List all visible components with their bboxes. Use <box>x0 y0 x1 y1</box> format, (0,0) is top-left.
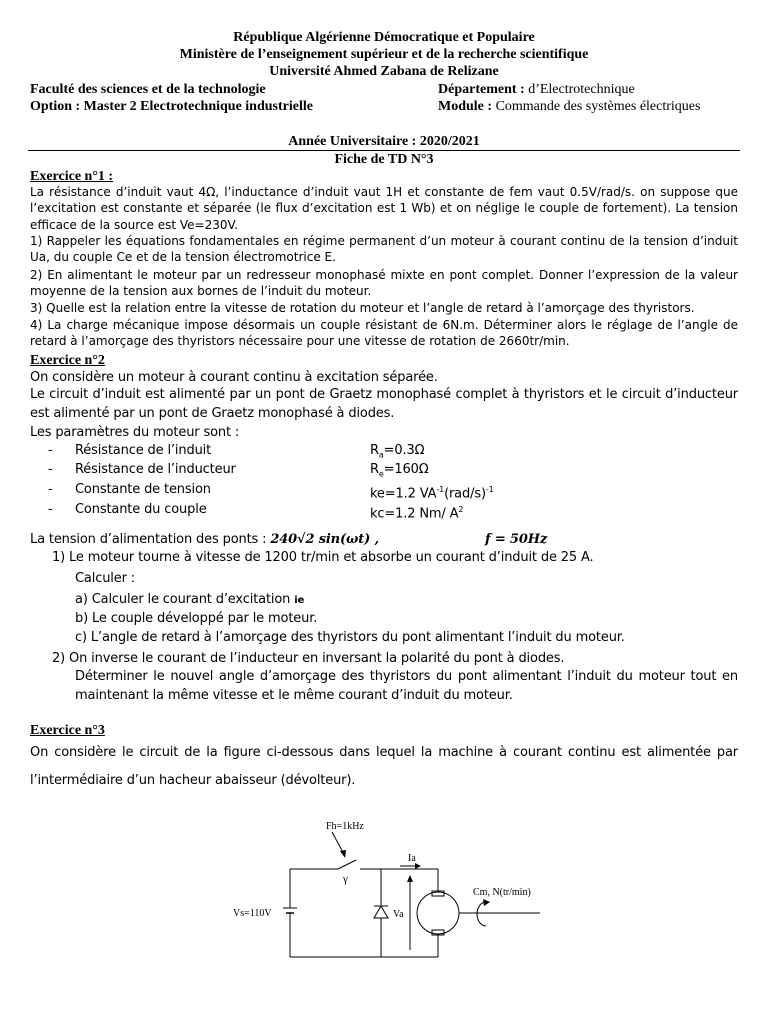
switch-blade <box>338 860 356 869</box>
exercise-1-question-1: 1) Rappeler les équations fondamentales en régime permanent d’un moteur à courant continu de la tension d’induit Ua, du couple Ce et de la tension électromotrice E. <box>30 234 738 265</box>
exercise-2-para-1: On considère un moteur à courant continu à excitation séparée. <box>30 370 438 385</box>
header-faculty: Faculté des sciences et de la technologie <box>30 82 266 97</box>
frequency-formula: f = 50Hz <box>485 532 548 547</box>
exercise-2-question-c: c) L’angle de retard à l’amorçage des thyristors du pont alimentant l’induit du moteur. <box>75 630 625 645</box>
supply-formula: 240√2 sin(ωt) , <box>270 532 379 547</box>
exercise-1-question-4: 4) La charge mécanique impose désormais un couple résistant de 6N.m. Déterminer alors le réglage de l’angle de retard à l’amorçage des thyristors nécessaire pour une vitesse de rotation de 2660tr/min. <box>30 318 738 349</box>
param-label-armature-resistance: Résistance de l’induit <box>75 443 212 458</box>
param-value-field-resistance: $R_e=160\Omega$ <box>370 462 429 479</box>
param-dash: - <box>48 502 53 517</box>
param-value-voltage-constant: ke=1.2 $VA^{-1}(rad/s)^{-1}$ <box>370 485 494 502</box>
param-value-armature-resistance: $R_a=0.3\Omega$ <box>370 443 425 460</box>
exercise-2-question-2: 2) On inverse le courant de l’inducteur en inversant la polarité du pont à diodes. <box>52 651 565 666</box>
voltage-arrowhead <box>407 875 413 882</box>
param-dash: - <box>48 443 53 458</box>
exercise-1-question-3: 3) Quelle est la relation entre la vitesse de rotation du moteur et l’angle de retard à l’amorçage des thyristors. <box>30 301 695 315</box>
header-department: Département : d’Electrotechnique <box>438 82 635 97</box>
header-ministry: Ministère de l’enseignement supérieur et de la recherche scientifique <box>179 47 589 62</box>
exercise-2-para-2: Le circuit d’induit est alimenté par un pont de Graetz monophasé complet à thyristors et le circuit d’inducteur est alimenté par un pont de Graetz monophasé à diodes. <box>30 387 738 421</box>
exercise-2-question-a: a) Calculer le courant d’excitation ie <box>75 592 305 607</box>
cm-label: Cm, N(tr/min) <box>473 887 531 898</box>
exercise-1-intro: La résistance d’induit vaut 4Ω, l’inductance d’induit vaut 1H et constante de fem vaut 0.5V/rad/s. on suppose que l’excitation est constante et séparée (le flux d’excitation est 1 Wb) et on néglige le couple de fortement). La tension efficace de la source est Ve=230V. <box>30 185 738 232</box>
exercise-2-question-b: b) Le couple développé par le moteur. <box>75 611 318 626</box>
exercise-2-calculate: Calculer : <box>75 571 136 586</box>
diode-icon <box>374 906 388 918</box>
header-university: Université Ahmed Zabana de Relizane <box>269 64 499 79</box>
vs-label: Vs=110V <box>233 908 272 919</box>
param-value-torque-constant: kc=1.2 Nm/ $A^2$ <box>370 505 464 522</box>
param-dash: - <box>48 482 53 497</box>
fh-label: Fh=1kHz <box>326 821 364 832</box>
rotation-arrowhead <box>483 899 490 906</box>
param-label-field-resistance: Résistance de l’inducteur <box>75 462 236 477</box>
exercise-2-question-2-detail: Déterminer le nouvel angle d’amorçage des thyristors du pont alimentant l’induit du moteur tout en maintenant la même vitesse et le même courant d’induit du moteur. <box>75 669 738 703</box>
rotation-arrow <box>477 902 486 926</box>
param-dash: - <box>48 462 53 477</box>
header-republic: République Algérienne Démocratique et Populaire <box>233 30 535 45</box>
exercise-2-title: Exercice n°2 <box>30 353 105 368</box>
exercise-3-title: Exercice n°3 <box>30 723 105 738</box>
current-arrowhead <box>415 863 421 869</box>
supply-voltage-line: La tension d’alimentation des ponts : 240√2 sin(ωt) , <box>30 532 379 547</box>
motor-icon <box>417 892 459 934</box>
exercise-1-question-2: 2) En alimentant le moteur par un redresseur monophasé mixte en pont complet. Donner l’expression de la valeur moyenne de la tension aux bornes de l’induit du moteur. <box>30 268 738 299</box>
header-option: Option : Master 2 Electrotechnique industrielle <box>30 99 313 114</box>
gamma-label: γ <box>343 873 348 885</box>
header-module: Module : Commande des systèmes électriques <box>438 99 701 114</box>
control-arrowhead <box>340 850 346 858</box>
exercise-2-question-1: 1) Le moteur tourne à vitesse de 1200 tr/min et absorbe un courant d’induit de 25 A. <box>52 550 594 565</box>
ia-label: Ia <box>408 853 416 864</box>
exercise-1-title: Exercice n°1 : <box>30 169 114 184</box>
exercise-3-para: On considère le circuit de la figure ci-dessous dans lequel la machine à courant continu est alimentée par l’intermédiaire d’un hacheur abaisseur (dévolteur). <box>30 745 738 788</box>
academic-year: Année Universitaire : 2020/2021 <box>288 134 480 149</box>
param-label-voltage-constant: Constante de tension <box>75 482 211 497</box>
chopper-circuit-figure <box>0 800 768 1024</box>
va-label: Va <box>393 909 404 920</box>
param-label-torque-constant: Constante du couple <box>75 502 207 517</box>
sheet-title: Fiche de TD N°3 <box>334 152 434 167</box>
exercise-2-para-3: Les paramètres du moteur sont : <box>30 425 240 440</box>
